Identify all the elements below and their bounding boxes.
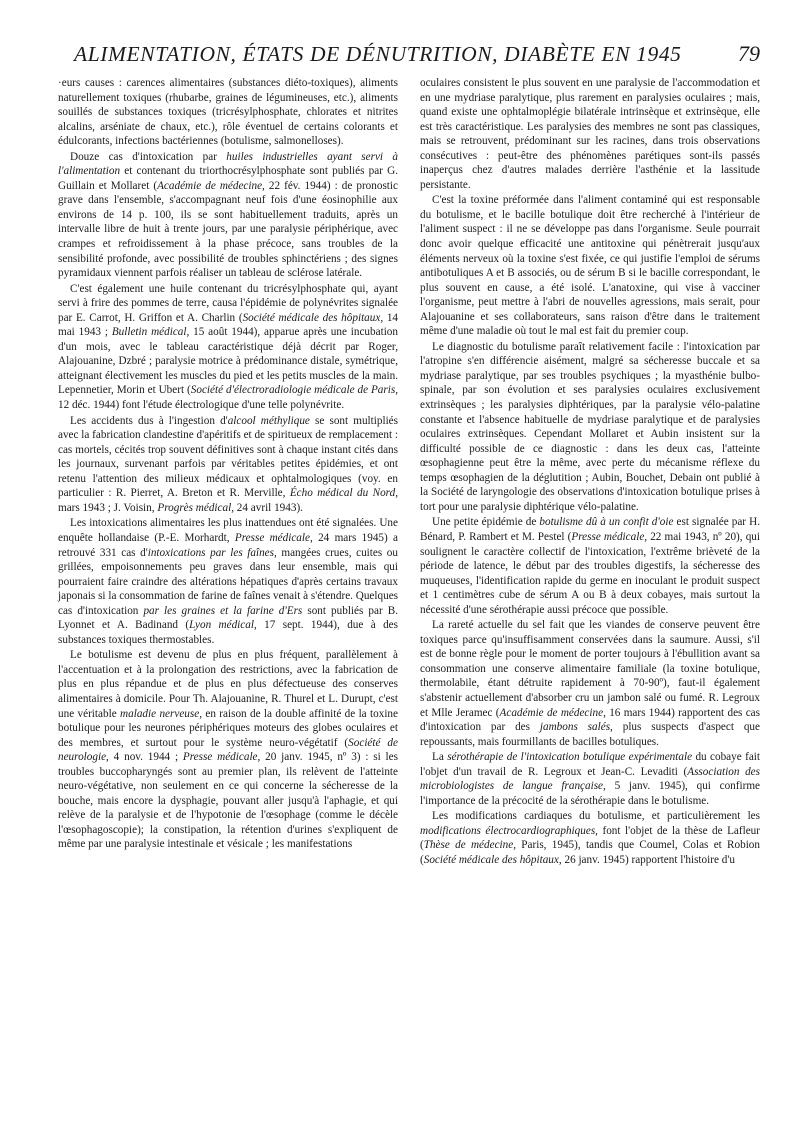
italic-run: Société médicale des hôpitaux, <box>423 853 562 866</box>
text-run: est signalée par H. Bénard, P. Rambert et M. Pestel ( <box>420 516 760 543</box>
italic-run: Association des microbiologistes de langue française, <box>420 765 760 793</box>
italic-run: maladie nerveuse, <box>120 707 202 720</box>
italic-run: huiles industrielles ayant servi à l'alimentation <box>58 150 398 178</box>
text-run: 17 sept. 1944), due à des substances toxiques thermostables. <box>58 619 398 646</box>
paragraph-p8 <box>420 193 760 338</box>
italic-run: Presse médicale, <box>234 531 313 544</box>
text-run: 24 mars 1945) a retrouvé 331 cas d' <box>58 531 398 559</box>
right-column <box>420 76 760 868</box>
text-run: 22 mai 1943, nº 20), qui soulignent le caractère collectif de l'intoxication, l'extrême brièveté de la période de latence, le début par des troubles digestifs, la sécheresse des muqueuses, l'identification rapide du germe en inoculant le produit suspect et 1 centimètres cube de sérum A ou B à deux cobayes, mais surtout la nécessité d'une sérothérapie aussi précoce que possible. <box>420 530 760 616</box>
text-run: et contenant du triorthocrésylphosphate sont publiés par G. Guillain et Mollaret ( <box>58 165 398 192</box>
paragraph-p12 <box>420 750 760 808</box>
paragraph-p11 <box>420 618 760 749</box>
text-run: en raison de la double affinité de la toxine botulique pour les neurones périphériques moteurs des globes oculaires et des membres, et surtout pour le système neuro-végétatif ( <box>58 707 398 749</box>
paragraph-p10 <box>420 515 760 617</box>
paragraph-p13 <box>420 809 760 867</box>
page-number: 79 <box>738 41 760 66</box>
text-run: 14 mai 1943 ; <box>58 311 399 339</box>
text-run: plus suspects d'aspect que repoussants, mais fourmillants de bacilles botuliques. <box>420 721 760 748</box>
text-run: La <box>432 751 448 764</box>
text-run: 12 déc. 1944) font l'étude électrologique d'une telle polynévrite. <box>58 399 345 412</box>
text-run: font l'objet de la thèse de Lafleur ( <box>420 824 760 852</box>
text-columns <box>58 76 760 1136</box>
italic-run: Lyon médical, <box>189 619 257 632</box>
italic-run: Société médicale des hôpitaux, <box>242 311 384 324</box>
text-run: La rareté actuelle du sel fait que les viandes de conserve peuvent être toxiques parce qu'insuffisamment conservées dans la saumure. Aussi, s'il est de bonne règle pour le moment de porter toujours à l'ébullition avant sa consommation une conserve alimentaire familiale (la toxine botulique, thermolabile, étant détruite rapidement à 70-90º), faut-il également s'abstenir actuellement d'absorber cru un jambon salé ou fumé. R. Legroux et Mlle Jeramec ( <box>420 619 760 719</box>
italic-run: sérothérapie de l'intoxication botulique expérimentale <box>447 751 693 764</box>
text-run: Le diagnostic du botulisme paraît relativement facile : l'intoxication par l'atropine s'en différencie aisément, malgré sa sécheresse buccale et sa mydriase paralytique, par ses troubles psychiques ; la myasthénie bulbo-spinale, par son évolution et ses paralysies oculaires exclusivement extrinsèques ; les paralysies diphtériques, par la paralysie vélo-palatine constante et l'absence habituelle de mydriase paralytique et de paralysies oculaires extrinsèques. Cependant Mollaret et Aubin insistent sur la difficulté possible de ce diagnostic : dans les deux cas, l'atteinte œsophagienne peut être la même, avec perte du mécanisme réflexe du temps œsophagien de la déglutition ; Aubin, Bouchet, Debain ont publié à la Société de laryngologie des observations d'intoxication botulique prises à tort pour une paralysie diphtérique vélo-palatine. <box>420 340 760 513</box>
text-run: se sont multipliés avec la fabrication clandestine d'apéritifs et de spiritueux de remplacement : cas mortels, cécités trop souvent définitives sont à chaque instant cités dans les journaux, survenant parfois par véritables petites épidémies, et ont retenu l'attention des milieux médicaux et ophtalmologiques (voy. en particulier : R. Pierret, A. Breton et R. Merville, <box>58 414 399 500</box>
text-run: Douze cas d'intoxication par <box>70 150 227 163</box>
italic-run: par les graines et la farine d'Ers <box>143 604 303 617</box>
italic-run: botulisme dû à un confit d'oie <box>539 516 674 529</box>
italic-run: intoxications par les faînes, <box>147 546 277 559</box>
text-run: Les intoxications alimentaires les plus inattendues ont été signalées. Une enquête hollandaise (P.-E. Morhardt, <box>58 517 398 544</box>
paragraph-p5 <box>58 516 398 647</box>
running-title: ALIMENTATION, ÉTATS DE DÉNUTRITION, DIABÈTE EN 1945 <box>74 42 682 66</box>
italic-run: modifications électrocardiographiques, <box>420 824 598 837</box>
left-column <box>58 76 398 852</box>
paragraph-p1 <box>58 76 398 149</box>
text-run: C'est la toxine préformée dans l'aliment contaminé qui est responsable du botulisme, et le bacille botulique doit être recherché à l'intérieur de l'aliment suspect : il ne se développe pas dans l'organisme. Seule pourrait donc avoir quelque efficacité une antitoxine qui pénètrerait jusqu'aux éléments nerveux où la toxine s'est fixée, ce qui justifie l'emploi de sérums antibotuliques A et B associés, ou de sérum B si le bacille correspondant, le plus souvent en cause, a été isolé. L'anatoxine, qui vise à vacciner l'organisme, peut mettre à l'abri de nouvelles agressions, mais serait, pour Alajouanine et ses collaborateurs, sans raison d'être dans le traitement même d'une maladie où tout le mal est fait du premier coup. <box>420 194 760 338</box>
italic-run: Presse médicale, <box>571 530 648 543</box>
text-run: Les accidents dus à l'ingestion d' <box>70 414 228 427</box>
paragraph-p3 <box>58 282 398 413</box>
italic-run: Société de neurologie, <box>58 736 398 764</box>
text-run: Le botulisme est devenu de plus en plus fréquent, parallèlement à l'accentuation et à la prolongation des restrictions, avec la fabrication de plus en plus répandue et de plus en plus défectueuse des conserves alimentaires à domicile. Pour Th. Alajouanine, R. Thurel et L. Durupt, c'est une véritable <box>58 649 398 720</box>
text-run: du cobaye fait l'objet d'un travail de R. Legroux et Jean-C. Levaditi ( <box>420 751 760 778</box>
italic-run: Académie de médecine, <box>157 179 265 192</box>
paragraph-p7 <box>420 76 760 192</box>
italic-run: Presse médicale, <box>182 751 261 764</box>
text-run: mangées crues, cuites ou grillées, empoisonnements peu graves dans leur ensemble, mais qui pourraient faire craindre des altérations hépatiques d'après certains travaux japonais si la consommation de farine de faînes venait à s'étendre. Quelques cas d'intoxication <box>58 546 399 617</box>
text-run: ·eurs causes : carences alimentaires (substances diéto-toxiques), aliments naturellement toxiques (rhubarbe, graines de légumineuses, etc.), aliments souillés de substances toxiques (tricrésylphosphate, chlorates et nitrites alcalins, arséniate de chaux, etc.), rôle éventuel de certains colorants et édulcorants, infections bactériennes (botulisme, salmonelloses). <box>58 77 398 148</box>
text-run: Une petite épidémie de <box>432 516 540 529</box>
text-run: 5 janv. 1945), qui confirme l'importance de la précocité de la sérothérapie dans le botulisme. <box>420 780 761 807</box>
paragraph-p4 <box>58 414 398 516</box>
text-run: sont publiés par B. Lyonnet et A. Badinand ( <box>58 604 398 632</box>
text-run: 24 avril 1943). <box>234 501 303 514</box>
text-run: mars 1943 ; J. Voisin, <box>58 501 158 514</box>
text-run: 26 janv. 1945) rapportent l'histoire d'u <box>561 853 735 866</box>
italic-run: Écho médical du Nord, <box>289 487 398 500</box>
text-run: 16 mars 1944) rapportent des cas d'intoxication par des <box>420 706 760 734</box>
italic-run: Académie de médecine, <box>499 706 606 719</box>
italic-run: Thèse de médecine, <box>423 839 517 852</box>
paragraph-p2 <box>58 150 398 281</box>
text-run: 4 nov. 1944 ; <box>108 751 183 764</box>
paragraph-p6 <box>58 648 398 852</box>
text-run: oculaires consistent le plus souvent en une paralysie de l'accommodation et en une mydriase paralytique, plus rarement en paralysies oculaires ; mais, quand existe une ophtalmoplégie bilatérale intrinsèque et extrinsèque, elle est très caractéristique. Les paralysies des membres ne sont pas classiques, mais se retrouvent, prédominant sur les racines, dans trois observations consécutives : peut-être des phénomènes parétiques sont-ils passés inaperçus chez d'autres malades derrière l'asthénie et la lassitude persistante. <box>420 77 760 191</box>
italic-run: alcool méthylique <box>227 414 310 427</box>
italic-run: jambons salés, <box>539 721 613 734</box>
running-header <box>58 36 760 76</box>
text-run: Paris, 1945), tandis que Coumel, Colas et Robion ( <box>420 839 760 866</box>
text-run: C'est également une huile contenant du tricrésylphosphate qui, ayant servi à frire des pommes de terre, causa l'épidémie de polynévrites signalée par E. Carrot, H. Griffon et A. Charlin ( <box>58 282 398 324</box>
text-run: Les modifications cardiaques du botulisme, et particulièrement les <box>432 810 760 823</box>
text-run: 22 fév. 1944) : de pronostic grave dans l'ensemble, s'accompagnant neuf fois d'une éosinophilie aux environs de 14 p. 100, ils se sont habituellement traduits, après un intervalle libre de huit à trente jours, par une paralysie périphérique, avec crampes et refroidissement à la phase précoce, sans troubles de la sensibilité profonde, avec possibilité de troubles sphinctériens ; des signes pyramidaux viennent parfois réaliser un tableau de sclérose latérale. <box>58 179 398 280</box>
paragraph-p9 <box>420 340 760 515</box>
italic-run: Bulletin médical, <box>111 326 190 339</box>
text-run: 15 août 1944), apparue après une incubation d'un mois, avec le tableau caractéristique déjà décrit par Roger, Alajouanine, Dzbré ; paralysie motrice à prédominance distale, symétrique, atteignant électivement les muscles du pied et les petits muscles de la main. Lepennetier, Morin et Ubert ( <box>58 326 398 397</box>
text-run: 20 janv. 1945, nº 3) : si les troubles buccopharyngés sont au premier plan, ils relèvent de l'atteinte neuro-végétative, non seulement en ce qui concerne la sécheresse de la bouche, mais encore la dysphagie, pouvant aller jusqu'à l'aphagie, et qui relève de la paralysie et de l'hypotonie de l'œsophage (comme le décèle l'œsophagoscopie); la constipation, la rétention d'urines s'expliquent de même par une paralysie intestinale et vésicale ; les manifestations <box>58 751 398 851</box>
italic-run: Progrès médical, <box>157 501 234 514</box>
italic-run: Société d'électroradiologie médicale de Paris, <box>190 384 399 397</box>
